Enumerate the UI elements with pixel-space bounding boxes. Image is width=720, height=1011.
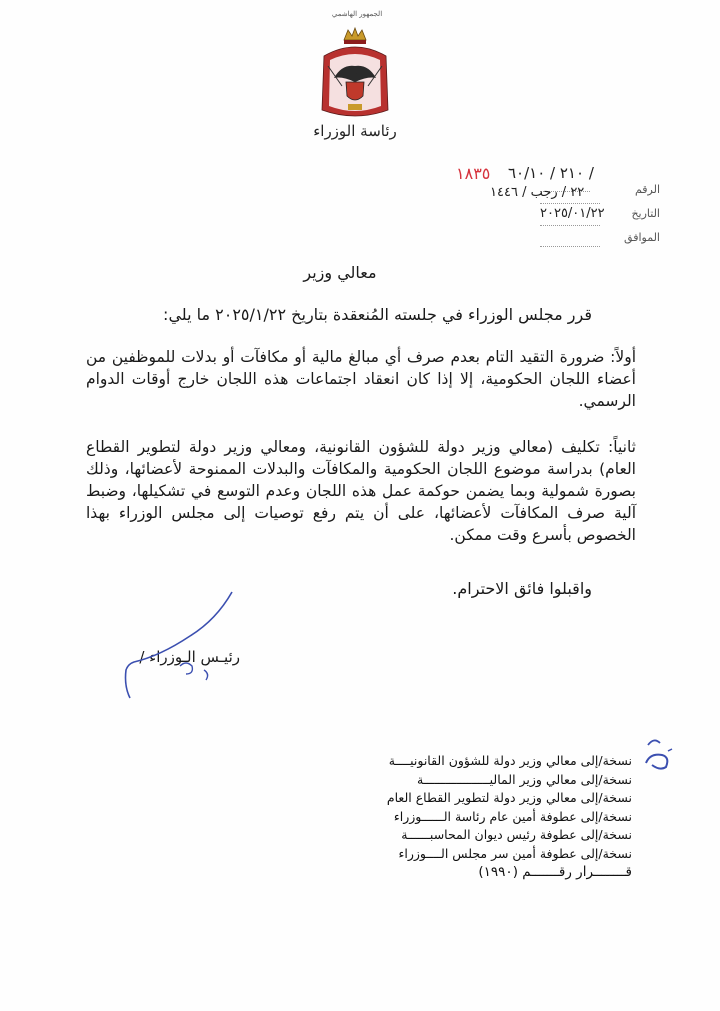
decision-item-first: أولاً: ضرورة التقيد التام بعدم صرف أي مبالغ مالية أو مكافآت أو بدلات للموظفين من أعضاء اللجان الحكومية، إلا إذا كان انعقاد اجتماعات هذه اللجان خارج أوقات الدوام الرسمي.: [86, 348, 636, 410]
signatory-title: رئيـس الـوزراء /: [139, 648, 240, 666]
gregorian-date: ٢٠٢٥/٠١/٢٢: [540, 206, 605, 221]
copy-line: نسخة/إلى معالي وزير دولة لتطوير القطاع العام: [386, 790, 632, 805]
date-label: التاريخ: [631, 207, 660, 220]
salutation: معالي وزير: [303, 263, 377, 282]
copy-line: نسخة/إلى معالي وزير دولة للشؤون القانونيــــة: [388, 753, 632, 768]
copy-line: نسخة/إلى عطوفة أمين عام رئاسة الــــــوزراء: [393, 808, 632, 824]
hijri-date: ٢٢ / رجب / ١٤٤٦: [490, 185, 585, 200]
copy-line: نسخة/إلى عطوفة رئيس ديوان المحاسبــــــة: [401, 827, 632, 842]
copy-line: نسخة/إلى معالي وزير الماليــــــــــــــــــة: [417, 771, 632, 787]
coat-of-arms-emblem: [318, 26, 392, 124]
signature-scribble: [120, 590, 240, 705]
hijri-date-dotline: [540, 202, 600, 204]
decision-item-second: ثانياً: تكليف (معالي وزير دولة للشؤون القانونية، ومعالي وزير دولة لتطوير القطاع العام) بدراسة موضوع اللجان الحكومية والمكافآت والبدلات الممنوحة لأعضائها، وذلك بصورة شمولية وبما يضمن حوكمة عمل هذه اللجان وعدم التوسع في تشكيلها، وضبط آلية صرف المكافآت لأعضائها، على أن يتم رفع توصيات إلى مجلس الوزراء بهذا الخصوص بأسرع وقت ممكن.: [86, 438, 636, 544]
corresponding-label: الموافق: [624, 231, 660, 244]
reference-number-label: الرقم: [634, 183, 660, 196]
copy-line: نسخة/إلى عطوفة أمين سر مجلس الــــوزراء: [398, 845, 632, 861]
royal-calligraphy: الجمهور الهاشمي: [331, 10, 383, 18]
copies-list: [360, 752, 632, 882]
closing-remark: واقبلوا فائق الاحترام.: [452, 579, 592, 598]
reference-number: ٢١٠ / ٦٠/١٠ /: [508, 164, 594, 182]
decision-number: قــــــــرار رقـــــــم (١٩٩٠): [478, 864, 632, 880]
date-dotline: [540, 224, 600, 226]
corresponding-dotline: [540, 245, 600, 247]
initials-mark: [640, 735, 680, 775]
decision-intro: قرر مجلس الوزراء في جلسته المُنعقدة بتاريخ ٢٠٢٥/١/٢٢ ما يلي:: [163, 305, 592, 324]
reference-stamp-number: ١٨٣٥: [456, 164, 491, 183]
organization-name: رئاسة الوزراء: [313, 122, 397, 140]
